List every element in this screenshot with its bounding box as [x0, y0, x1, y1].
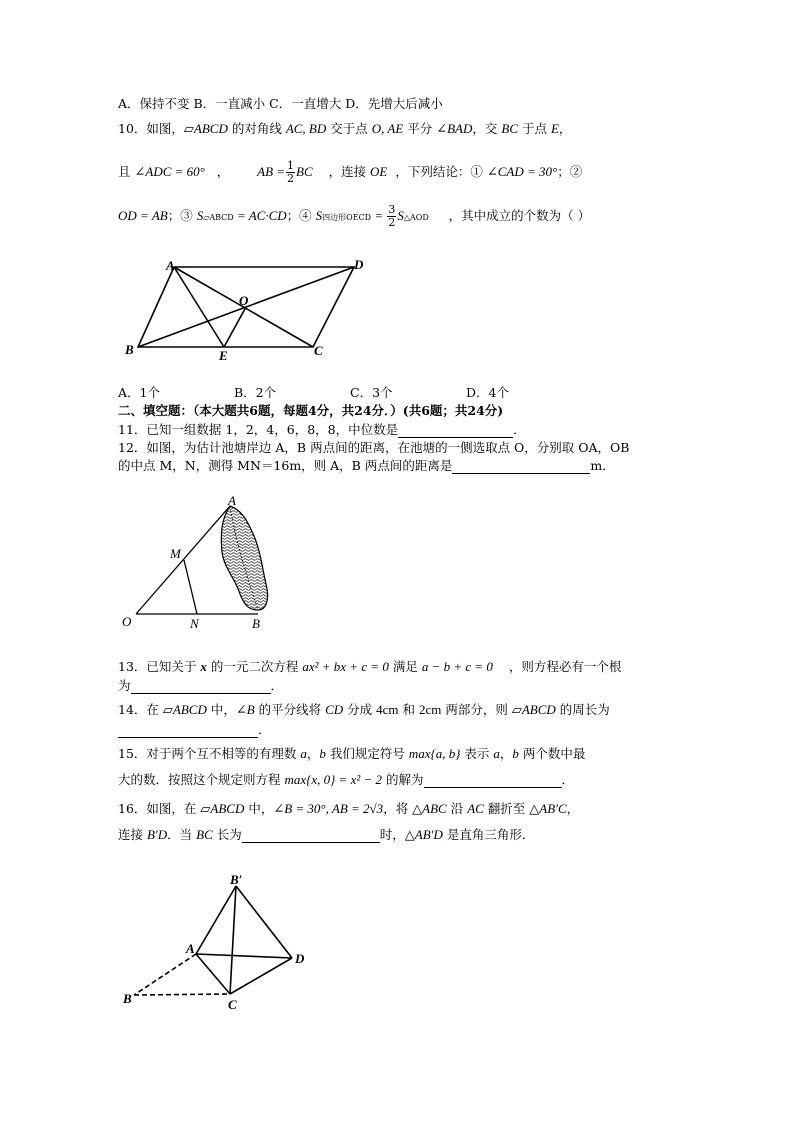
- label-C: C: [228, 997, 237, 1012]
- q12-line2: 的中点 M，N，测得 MN＝16m，则 A，B 两点间的距离是 m．: [118, 458, 615, 473]
- q13-line2: 为 ．: [118, 678, 284, 693]
- label-D: D: [295, 951, 305, 966]
- q16-line1: 16．如图，在 ▱ABCD 中，∠B = 30°, AB = 2√3，将 △ABC 沿 AC 翻折至 △AB′C，: [118, 801, 580, 816]
- q10-option-b: B．2个: [234, 385, 277, 400]
- q16-line2: 连接 B′D．当 BC 长为 时，△AB′D 是直角三角形．: [118, 827, 535, 842]
- label-E: E: [219, 348, 228, 363]
- label-O: O: [239, 293, 249, 308]
- label-A: A: [228, 493, 236, 508]
- label-B: B: [252, 616, 260, 631]
- label-B: B: [125, 342, 134, 357]
- q10-option-d: D．4个: [466, 385, 509, 400]
- q9-options: A．保持不变 B．一直减小 C．一直增大 D．先增大后减小: [118, 96, 443, 111]
- q10-line2: 且 ∠ADC = 60° ， AB = $\frac{1}{2}$ BC ，连接 OE ，下列结论：① ∠CAD = 30°；②: [118, 159, 583, 185]
- q10-line3: OD = AB；③ S▱ABCD = AC·CD；④ S四边形OECD = $\frac{3}{2}$ S△AOD ，其中成立的个数为（ ）: [118, 203, 591, 229]
- q13-line1: 13．已知关于 x 的一元二次方程 ax² + bx + c = 0 满足 a − b + c = 0 ，则方程必有一个根: [118, 659, 622, 674]
- q12-line1: 12．如图，为估计池塘岸边 A，B 两点间的距离，在池塘的一侧选取点 O，分别取 OA，OB: [118, 440, 630, 455]
- q15-line2: 大的数．按照这个规定则方程 max{x, 0} = x² − 2 的解为 ．: [118, 772, 575, 787]
- label-N: N: [190, 616, 199, 631]
- label-A: A: [166, 258, 175, 273]
- q14-line2: ．: [118, 722, 271, 738]
- fold-figure-q16: [118, 872, 318, 1012]
- section-2-heading: 二、填空题：（本大题共6题，每题4分，共24分．）(共6题；共24分): [118, 403, 504, 418]
- q11: 11．已知一组数据 1，2，4，6，8，8，中位数是 ．: [118, 422, 526, 437]
- label-D: D: [354, 257, 364, 272]
- q11-answer-blank: [398, 424, 513, 438]
- q15-line1: 15．对于两个互不相等的有理数 a，b 我们规定符号 max{a, b} 表示 a，b 两个数中最: [118, 746, 586, 761]
- parallelogram-figure-q10: [118, 254, 378, 366]
- q15-answer-blank: [424, 774, 562, 788]
- q12-answer-blank: [452, 460, 590, 474]
- label-M: M: [170, 546, 181, 561]
- label-B: B: [123, 991, 132, 1006]
- q14-line1: 14．在 ▱ABCD 中，∠B 的平分线将 CD 分成 4cm 和 2cm 两部分，则 ▱ABCD 的周长为: [118, 702, 610, 717]
- label-A: A: [186, 941, 195, 956]
- q14-answer-blank: [118, 724, 258, 738]
- label-C: C: [314, 343, 323, 358]
- q10-option-c: C．3个: [350, 385, 393, 400]
- q16-answer-blank: [242, 829, 380, 843]
- pond-figure-q12: [118, 492, 278, 637]
- q10-option-a: A．1个: [118, 385, 160, 400]
- q13-answer-blank: [131, 680, 271, 694]
- q10-line1: 10．如图，▱ABCD 的对角线 AC, BD 交于点 O, AE 平分 ∠BAD，交 BC 于点 E，: [118, 121, 572, 136]
- label-B-prime: B′: [230, 872, 243, 887]
- label-O: O: [122, 614, 132, 629]
